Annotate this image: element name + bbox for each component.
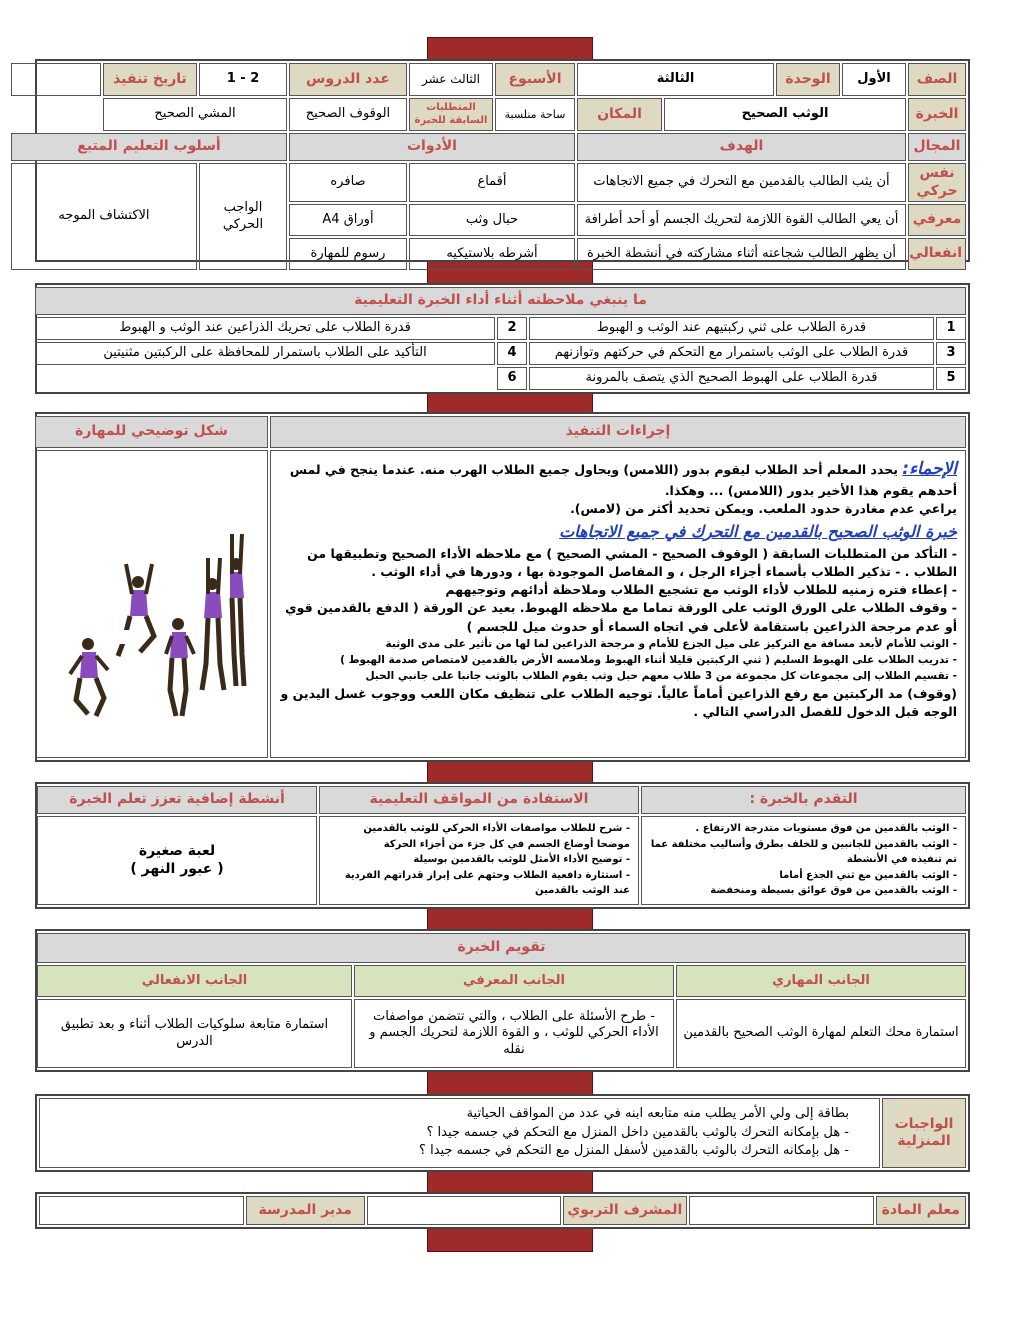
warmup-note: يراعي عدم مغادرة حدود الملعب. ويمكن تحديد أكثر من (لامس). bbox=[570, 500, 957, 516]
list-item: - توضيح الأداء الأمثل للوثب بالقدمين بوسيلة bbox=[413, 854, 630, 865]
style-motor-task: الواجب الحركي bbox=[199, 163, 287, 270]
prereq-1: الوقوف الصحيح bbox=[289, 98, 407, 131]
affective-aspect-label: الجانب الانفعالي bbox=[37, 965, 352, 997]
homework-body bbox=[39, 1098, 880, 1168]
procedure-step: - وقوف الطلاب على الورق الوثب على الورقة تماما مع ملاحظه الهبوط. بعيد عن الورقة ( الدفع بالقدمين قوي أو عدم مرجحة الذراعين باستقامة لأعلى في اتجاه السماء أو حدوث ميل للجسم ) bbox=[285, 600, 957, 634]
observation-number: 2 bbox=[497, 317, 527, 340]
procedure-step: - التأكد من المتطلبات السابقة ( الوقوف الصحيح - المشي الصحيح ) مع ملاحظه الأداء الصحيح وتطبيقها من الطلاب . - تذكير الطلاب بأسماء أجزاء الرجل ، و المفاصل الموجودة بها ، ودورها في أداء الوثب . bbox=[307, 546, 957, 580]
jumper-figure bbox=[70, 638, 108, 716]
game-name: ( عبور النهر ) bbox=[130, 860, 224, 877]
procedure-step: - تدريب الطلاب على الهبوط السليم ( ثني الركبتين قليلا أثناء الهبوط وملامسه الأرض بالقدمين لامتصاص صدمة الهبوط ) bbox=[340, 653, 957, 666]
extra-activities-title: أنشطة إضافية تعزز تعلم الخبرة bbox=[37, 786, 317, 814]
jumper-figure bbox=[166, 618, 194, 716]
place-value: ساحة منلسبة bbox=[495, 98, 575, 131]
observation-number: 3 bbox=[936, 342, 966, 365]
evaluation-table bbox=[35, 929, 970, 1072]
cognitive-aspect-text: - طرح الأسئلة على الطلاب ، والتي تتضمن مواصفات الأداء الحركي للوثب ، و القوة اللازمة لتحريك الجسم و نقله bbox=[354, 999, 674, 1068]
skill-aspect-label: الجانب المهاري bbox=[676, 965, 966, 997]
progress-title: التقدم بالخبرة : bbox=[641, 786, 966, 814]
domain-psychomotor: نفس حركي bbox=[908, 163, 966, 202]
jumper-figure bbox=[230, 534, 244, 686]
lessons-label: عدد الدروس bbox=[289, 63, 407, 96]
list-item: - الوثب بالقدمين للجانبين و للخلف بطرق وأساليب مختلفة عما تم تنفيذه في الأنشطة bbox=[650, 838, 957, 865]
procedure-step: - الوثب للأمام لأبعد مسافة مع التركيز على ميل الجزع للأمام و مرجحة الذراعين لما لها من تأثير على مدى الوثبة bbox=[385, 637, 957, 650]
empty-cell bbox=[11, 98, 101, 131]
list-item: - الوثب بالقدمين مع ثني الجذع أماما bbox=[779, 869, 957, 881]
lessons-value: 1 - 2 bbox=[199, 63, 287, 96]
date-label: تاريخ تنفيذ bbox=[103, 63, 197, 96]
domain-cognitive: معرفي bbox=[908, 204, 966, 236]
observation-number: 1 bbox=[936, 317, 966, 340]
decor-bar bbox=[427, 908, 593, 930]
skill-aspect-text: استمارة محك التعلم لمهارة الوثب الصحيح بالقدمين bbox=[676, 999, 966, 1068]
procedures-body bbox=[270, 450, 966, 758]
benefit-list bbox=[319, 816, 639, 905]
prereq-2: المشي الصحيح bbox=[103, 98, 287, 131]
tool-papers: أوراق A4 bbox=[289, 204, 407, 236]
procedures-title: إجراءات التنفيذ bbox=[270, 416, 966, 448]
style-guided-discovery: الاكتشاف الموجه bbox=[11, 163, 197, 270]
tools-label: الأدوات bbox=[289, 133, 575, 161]
style-label: أسلوب التعليم المتبع bbox=[11, 133, 287, 161]
benefit-title: الاستفادة من المواقف التعليمية bbox=[319, 786, 639, 814]
decor-bar bbox=[427, 1228, 593, 1252]
week-label: الأسبوع bbox=[495, 63, 575, 96]
observation-item bbox=[35, 367, 495, 390]
list-item: - شرح للطلاب مواصفات الأداء الحركي للوثب بالقدمين موضحا أوضاع الجسم في كل جزء من أجزاء الحركة bbox=[363, 823, 630, 850]
warmup-label: الإحماء: bbox=[902, 459, 957, 479]
extra-activity-cell bbox=[37, 816, 317, 905]
progress-table bbox=[35, 782, 970, 909]
decor-bar bbox=[427, 761, 593, 783]
observation-number: 5 bbox=[936, 367, 966, 390]
experience-value: الوثب الصحيح bbox=[664, 98, 906, 131]
jump-sequence-illustration bbox=[52, 484, 252, 724]
procedure-step: - تقسيم الطلاب إلى مجموعات كل مجموعة من 3 طلاب معهم حبل وثب يقوم الطلاب بالوثب جانبا على جانبي الحبل bbox=[365, 670, 957, 683]
homework-label: الواجبات المنزلية bbox=[882, 1098, 966, 1168]
unit-value: الثالثة bbox=[577, 63, 774, 96]
grade-value: الأول bbox=[842, 63, 906, 96]
decor-bar bbox=[427, 37, 593, 61]
domain-affective: انفعالي bbox=[908, 238, 966, 270]
date-value[interactable] bbox=[11, 63, 101, 96]
experience-label: الخبرة bbox=[908, 98, 966, 131]
figure-title: شكل توضيحي للمهارة bbox=[35, 416, 268, 448]
grade-label: الصف bbox=[908, 63, 966, 96]
procedures-table bbox=[35, 412, 970, 762]
experience-title: خبرة الوثب الصحيح بالقدمين مع التحرك في جميع الاتجاهات bbox=[559, 521, 957, 541]
prereq-label: المتطلبات السابقة للخبرة bbox=[409, 98, 493, 131]
observation-table bbox=[35, 283, 970, 394]
principal-signature[interactable] bbox=[39, 1196, 244, 1225]
unit-label: الوحدة bbox=[776, 63, 840, 96]
warmup-text: يحدد المعلم أحد الطلاب ليقوم بدور (اللامس) ويحاول جميع الطلاب الهرب منه. عندما ينجح في لمس أحدهم يقوم هذا الأخير بدور (اللامس) ... وهكذا. bbox=[289, 462, 957, 498]
observation-title: ما ينبغي ملاحظته أثناء أداء الخبرة التعليمية bbox=[35, 287, 966, 315]
list-item: - الوثب بالقدمين من فوق مستويات متدرجة الارتفاع . bbox=[695, 823, 957, 834]
goal-cognitive: أن يعي الطالب القوة اللازمة لتحريك الجسم أو أحد أطرافة bbox=[577, 204, 906, 236]
observation-number: 6 bbox=[497, 367, 527, 390]
place-label: المكان bbox=[577, 98, 662, 131]
goal-label: الهدف bbox=[577, 133, 906, 161]
cognitive-aspect-label: الجانب المعرفي bbox=[354, 965, 674, 997]
decor-bar bbox=[427, 1171, 593, 1193]
goal-psychomotor: أن يثب الطالب بالقدمين مع التحرك في جميع الاتجاهات bbox=[577, 163, 906, 202]
decor-bar bbox=[427, 393, 593, 413]
observation-item: التأكيد على الطلاب باستمرار للمحافظة على الركبتين مثنيتين bbox=[35, 342, 495, 365]
teacher-label: معلم المادة bbox=[876, 1196, 966, 1225]
supervisor-signature[interactable] bbox=[367, 1196, 561, 1225]
observation-item: قدرة الطلاب على تحريك الذراعين عند الوثب و الهبوط bbox=[35, 317, 495, 340]
teacher-signature[interactable] bbox=[689, 1196, 874, 1225]
observation-item: قدرة الطلاب على الوثب باستمرار مع التحكم في حركتهم وتوازنهم bbox=[529, 342, 934, 365]
tool-tapes: أشرطه بلاستيكيه bbox=[409, 238, 575, 270]
affective-aspect-text: استمارة متابعة سلوكيات الطلاب أثناء و بعد تطبيق الدرس bbox=[37, 999, 352, 1068]
jumper-figure bbox=[202, 558, 224, 690]
tool-cones: أقماع bbox=[409, 163, 575, 202]
tool-drawings: رسوم للمهارة bbox=[289, 238, 407, 270]
signatures-table bbox=[35, 1192, 970, 1229]
list-item: - الوثب بالقدمين من فوق عوائق بسيطة ومنخفضة bbox=[710, 885, 957, 896]
supervisor-label: المشرف التربوي bbox=[563, 1196, 686, 1225]
observation-number: 4 bbox=[497, 342, 527, 365]
homework-line: بطاقة إلى ولي الأمر يطلب منه متابعه ابنه في عدد من المواقف الحياتية bbox=[466, 1105, 849, 1121]
observation-item: قدرة الطلاب على ثني ركبتيهم عند الوثب و الهبوط bbox=[529, 317, 934, 340]
principal-label: مدير المدرسة bbox=[246, 1196, 365, 1225]
tool-whistle: صافره bbox=[289, 163, 407, 202]
evaluation-title: تقويم الخبرة bbox=[37, 933, 966, 963]
list-item: - استثارة دافعية الطلاب وحثهم على إبراز قدراتهم الفردية عند الوثب بالقدمين bbox=[344, 869, 630, 896]
domain-label: المجال bbox=[908, 133, 966, 161]
lesson-header-table bbox=[35, 59, 970, 262]
game-title: لعبة صغيرة bbox=[138, 843, 216, 859]
goal-affective: أن يظهر الطالب شجاعته أثناء مشاركته في أنشطة الخبرة bbox=[577, 238, 906, 270]
procedure-closing: (وقوف) مد الركبتين مع رفع الذراعين أماماً عالياً. توجيه الطلاب على تنظيف مكان اللعب ووجوب غسل اليدين و الوجه قبل الدخول للفصل الدراسي التالي . bbox=[280, 685, 957, 719]
skill-figure bbox=[35, 450, 268, 758]
decor-bar bbox=[427, 1071, 593, 1095]
tool-ropes: حبال وثب bbox=[409, 204, 575, 236]
homework-table bbox=[35, 1094, 970, 1172]
jumper-figure bbox=[118, 564, 154, 656]
week-value: الثالث عشر bbox=[409, 63, 493, 96]
progress-list bbox=[641, 816, 966, 905]
homework-line: - هل بإمكانه التحرك بالوثب بالقدمين داخل المنزل مع التحكم في جسمه جيدا ؟ bbox=[426, 1124, 849, 1140]
procedure-step: - إعطاء فتره زمنيه للطلاب لأداء الوثب مع تشجيع الطلاب وملاحظة أدائهم وتوجيههم bbox=[445, 582, 957, 598]
observation-item: قدرة الطلاب على الهبوط الصحيح الذي يتصف بالمرونة bbox=[529, 367, 934, 390]
homework-line: - هل بإمكانه التحرك بالوثب بالقدمين لأسفل المنزل مع التحكم في جسمه جيدا ؟ bbox=[419, 1143, 849, 1159]
